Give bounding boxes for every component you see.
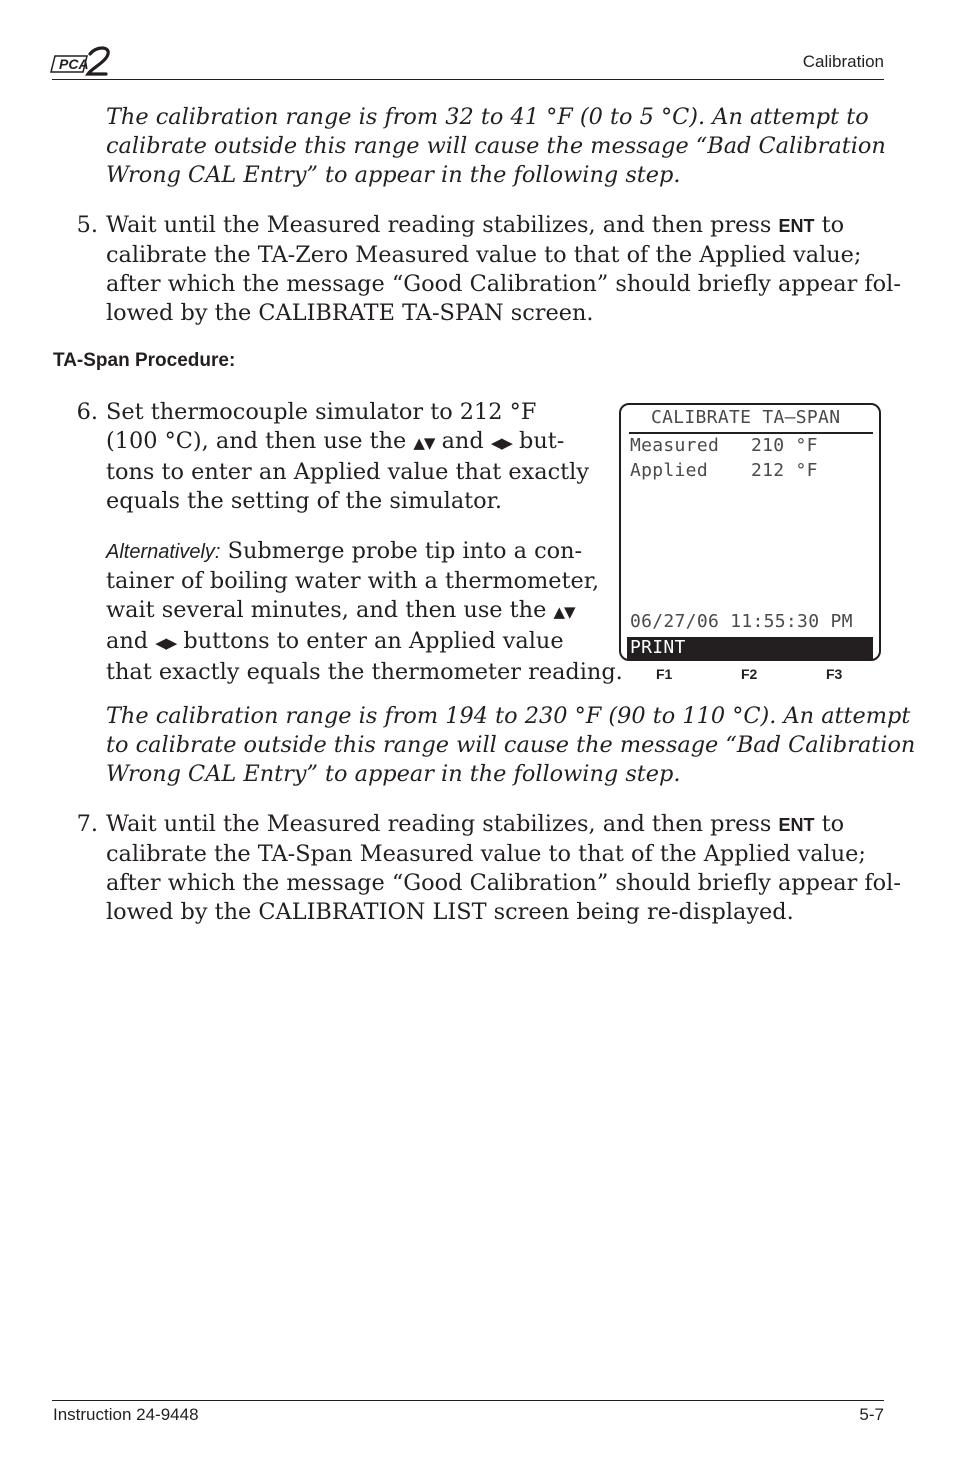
alternatively-label: Alternatively: [106,541,221,563]
step5-text-post: to [814,212,845,238]
step6-line: tons to enter an Applied value that exactly [106,459,589,485]
f3-key-label: F3 [826,666,843,682]
step-6-number: 6. [76,399,98,425]
step7-line: after which the message “Good Calibration” should briefly appear fol- [106,870,901,896]
step5-line [106,211,901,241]
f2-key-label: F2 [741,666,758,682]
step-7-number: 7. [76,811,98,837]
alt-line [106,537,623,567]
svg-text:PCA: PCA [59,56,89,72]
note1-line: calibrate outside this range will cause the message “Bad Calibration [106,133,886,159]
ent-key-label: ENT [778,216,815,236]
step5-text-pre: Wait until the Measured reading stabilizes, and then press [106,212,779,238]
header-rule [52,79,884,80]
calibration-range-note-1 [106,103,886,190]
note2-line: Wrong CAL Entry” to appear in the following step. [106,761,681,787]
alt-text: buttons to enter an Applied value [176,628,564,654]
lcd-datetime: 06/27/06 11:55:30 PM [630,611,853,632]
ta-span-procedure-heading: TA-Span Procedure: [53,350,236,371]
step-5-number: 5. [76,212,98,238]
note1-line: Wrong CAL Entry” to appear in the following step. [106,162,681,188]
left-right-arrows-icon: ◀▶ [490,434,512,452]
step6-text: (100 °C), and then use the [106,428,414,454]
step5-line: calibrate the TA-Zero Measured value to that of the Applied value; [106,242,862,268]
step7-text-pre: Wait until the Measured reading stabilizes, and then press [106,811,779,837]
lcd-screen [619,403,881,661]
lcd-measured-value: 210 °F [751,435,818,456]
alternative-text [106,537,623,687]
note2-line: to calibrate outside this range will cause the message “Bad Calibration [106,732,916,758]
alt-line: that exactly equals the thermometer reading. [106,659,623,685]
alt-text: and [106,628,156,654]
lcd-print-softkey: PRINT [630,637,686,658]
calibration-range-note-2 [106,702,915,789]
lcd-softkey-bar [627,637,873,659]
step7-line [106,810,901,840]
footer-rule [52,1400,884,1401]
pca2-logo [50,44,118,78]
up-down-arrows-icon: ▲▼ [553,603,575,621]
f1-key-label: F1 [656,666,673,682]
alt-line [106,596,623,627]
alt-text: wait several minutes, and then use the [106,597,554,623]
alt-text: Submerge probe tip into a con- [220,538,583,564]
step6-line [106,427,589,458]
lcd-applied-value: 212 °F [751,460,818,481]
step5-line: lowed by the CALIBRATE TA-SPAN screen. [106,300,594,326]
note1-line: The calibration range is from 32 to 41 °F (0 to 5 °C). An attempt to [106,104,869,130]
lcd-title: CALIBRATE TA–SPAN [651,407,841,428]
up-down-arrows-icon: ▲▼ [413,434,435,452]
step-7-text [106,810,901,927]
ent-key-label: ENT [778,815,815,835]
footer-instruction-number: Instruction 24-9448 [53,1405,199,1424]
alt-line: tainer of boiling water with a thermometer, [106,568,600,594]
step6-text: and [434,428,491,454]
step5-line: after which the message “Good Calibration” should briefly appear fol- [106,271,901,297]
lcd-measured-label: Measured [630,435,720,456]
step7-text-post: to [814,811,845,837]
left-right-arrows-icon: ◀▶ [155,634,177,652]
header-section-title: Calibration [802,52,884,71]
alt-line [106,627,623,658]
lcd-title-rule [629,432,873,434]
step-5-text [106,211,901,328]
step6-text: but- [511,428,565,454]
footer-page-number: 5-7 [859,1405,884,1424]
step7-line: calibrate the TA-Span Measured value to that of the Applied value; [106,841,866,867]
step6-line: Set thermocouple simulator to 212 °F [106,399,537,425]
step7-line: lowed by the CALIBRATION LIST screen being re-displayed. [106,899,794,925]
note2-line: The calibration range is from 194 to 230 °F (90 to 110 °C). An attempt [106,703,911,729]
step6-line: equals the setting of the simulator. [106,488,503,514]
step-6-text [106,398,589,516]
lcd-applied-label: Applied [630,460,708,481]
